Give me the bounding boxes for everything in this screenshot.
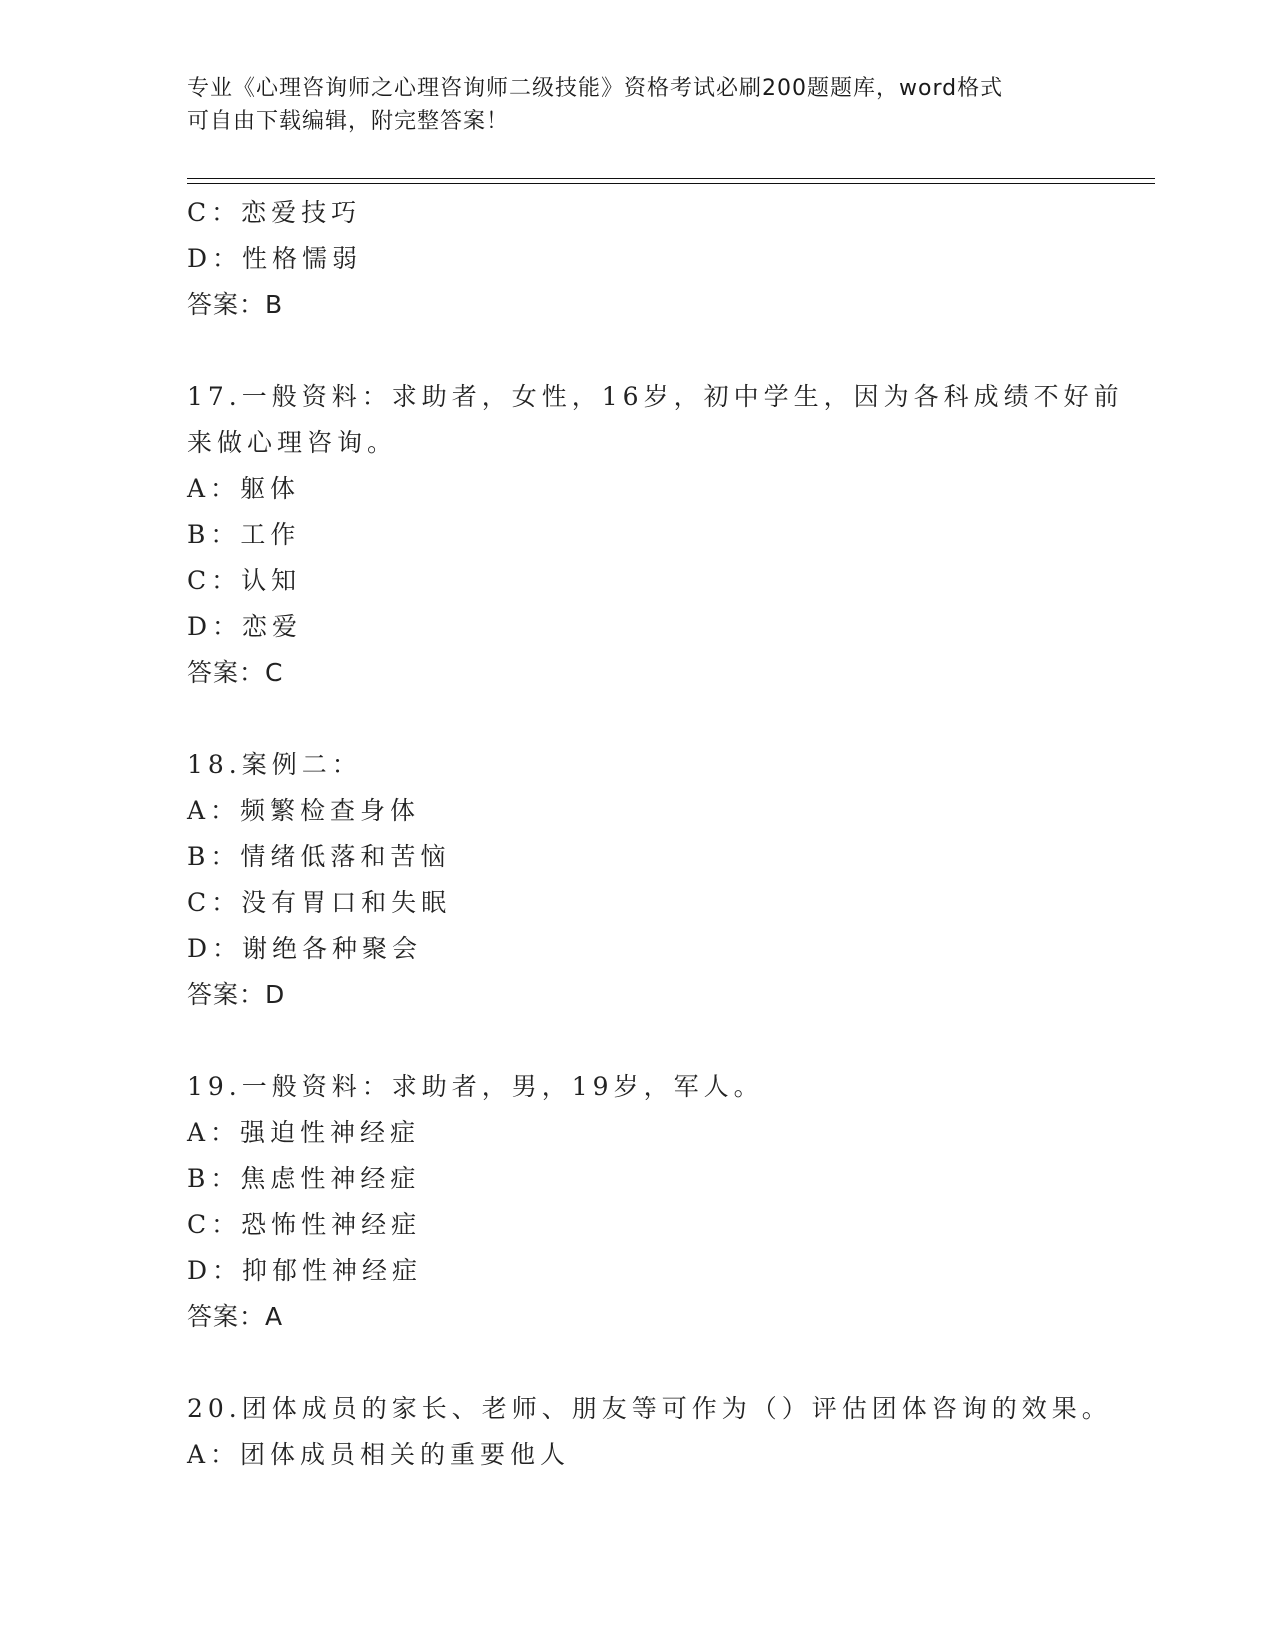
option-c: C：没有胃口和失眠	[187, 888, 452, 917]
option-d: D：谢绝各种聚会	[187, 934, 423, 963]
question-stem: 20.团体成员的家长、老师、朋友等可作为（）评估团体咨询的效果。	[187, 1394, 1112, 1423]
page-header	[187, 72, 1087, 138]
answer: 答案：C	[187, 658, 284, 687]
spacer	[187, 696, 1147, 742]
spacer	[187, 1018, 1147, 1064]
option-a: A：强迫性神经症	[187, 1118, 421, 1147]
option-d: D：恋爱	[187, 612, 303, 641]
header-title-line-1: 专业《心理咨询师之心理咨询师二级技能》资格考试必刷200题题库，word格式	[187, 76, 1004, 101]
option-a: A：频繁检查身体	[187, 796, 421, 825]
option-c: C：恐怖性神经症	[187, 1210, 422, 1239]
question-list	[187, 190, 1147, 1478]
question-17	[187, 374, 1147, 696]
question-stem: 18.案例二：	[187, 750, 362, 779]
spacer	[187, 1340, 1147, 1386]
question-stem: 17.一般资料：求助者，女性，16岁，初中学生，因为各科成绩不好前	[187, 382, 1124, 411]
answer: 答案：A	[187, 1302, 284, 1331]
answer: 答案：B	[187, 290, 284, 319]
question-19	[187, 1064, 1147, 1340]
spacer	[187, 328, 1147, 374]
answer: 答案：D	[187, 980, 286, 1009]
option-b: B：工作	[187, 520, 301, 549]
header-rule-bottom	[187, 183, 1155, 184]
question-stem-continued: 来做心理咨询。	[187, 428, 398, 457]
header-title-line-2: 可自由下载编辑，附完整答案！	[187, 109, 510, 134]
question-18	[187, 742, 1147, 1018]
option-d: D：抑郁性神经症	[187, 1256, 423, 1285]
option-b: B：焦虑性神经症	[187, 1164, 421, 1193]
question-20	[187, 1386, 1147, 1478]
option-b: B：情绪低落和苦恼	[187, 842, 451, 871]
question-16-tail	[187, 190, 1147, 328]
option-d: D：性格懦弱	[187, 244, 363, 273]
option-a: A：躯体	[187, 474, 301, 503]
option-a: A：团体成员相关的重要他人	[187, 1440, 571, 1469]
question-stem: 19.一般资料：求助者，男，19岁，军人。	[187, 1072, 764, 1101]
header-rule-top	[187, 178, 1155, 179]
option-c: C：认知	[187, 566, 302, 595]
option-c: C：恋爱技巧	[187, 198, 362, 227]
